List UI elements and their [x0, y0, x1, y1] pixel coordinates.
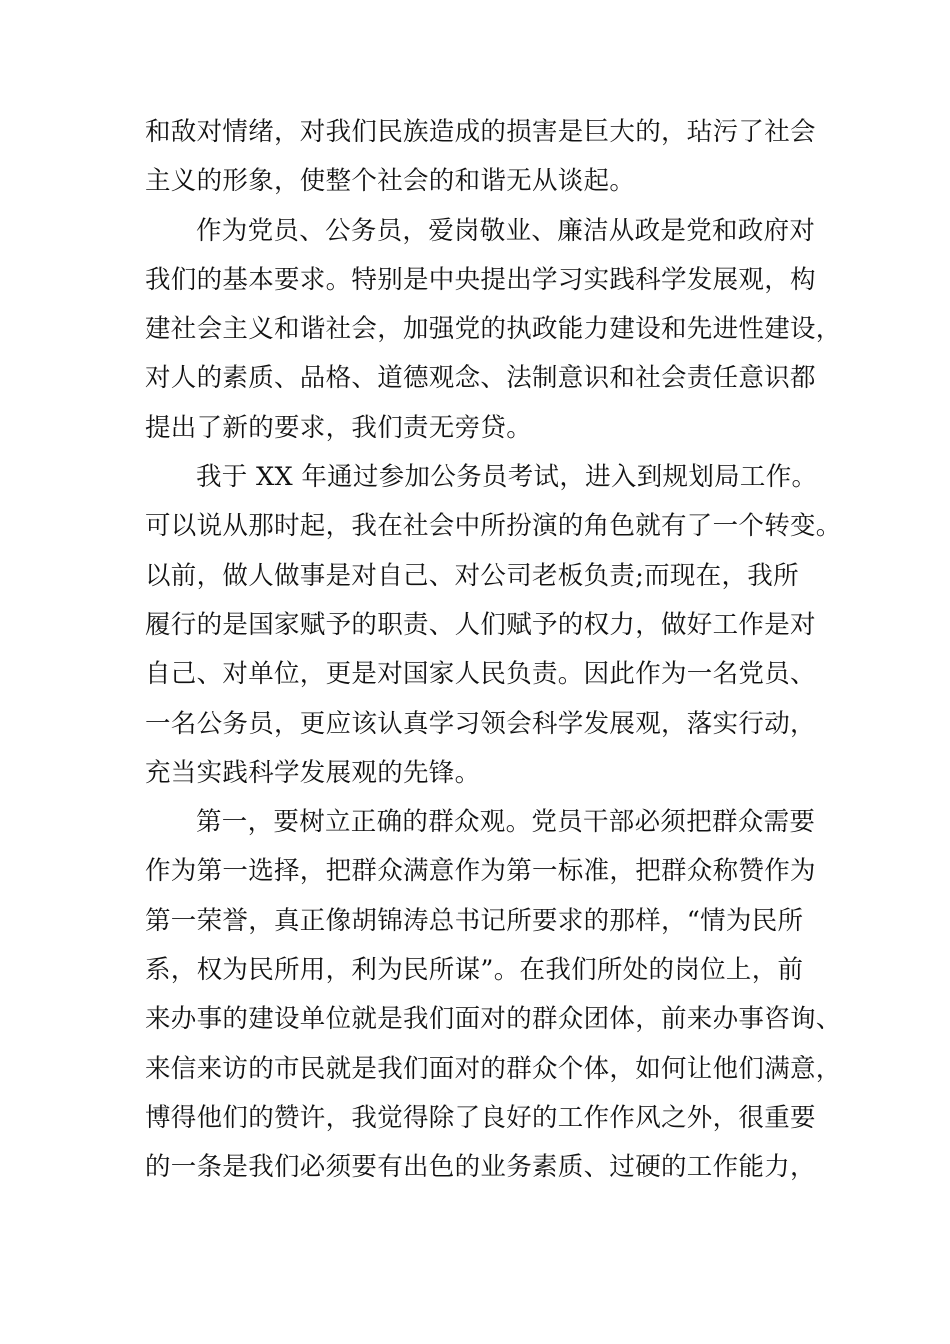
text-line: 作为党员、公务员，爱岗敬业、廉洁从政是党和政府对	[196, 215, 816, 246]
text-line: 第一，要树立正确的群众观。党员干部必须把群众需要	[196, 807, 816, 838]
text-line: 以前，做人做事是对自己、对公司老板负责;而现在，我所	[145, 560, 799, 591]
text-line: 的一条是我们必须要有出色的业务素质、过硬的工作能力，	[145, 1152, 816, 1183]
text-line: 充当实践科学发展观的先锋。	[145, 757, 481, 788]
text-line: 我们的基本要求。特别是中央提出学习实践科学发展观，构	[145, 264, 816, 295]
text-line: 我于 XX 年通过参加公务员考试，进入到规划局工作。	[196, 462, 818, 493]
text-line: 建社会主义和谐社会，加强党的执政能力建设和先进性建设，	[145, 314, 842, 345]
text-line: 系，权为民所用，利为民所谋”。在我们所处的岗位上，前	[145, 955, 804, 986]
paragraph	[145, 453, 842, 798]
text-line: 履行的是国家赋予的职责、人们赋予的权力，做好工作是对	[145, 609, 816, 640]
text-line: 可以说从那时起，我在社会中所扮演的角色就有了一个转变。	[145, 511, 842, 542]
paragraph	[145, 798, 842, 1192]
paragraph	[145, 207, 842, 453]
document-body	[145, 108, 842, 1193]
text-line: 主义的形象，使整个社会的和谐无从谈起。	[145, 166, 636, 197]
text-line: 自己、对单位，更是对国家人民负责。因此作为一名党员、	[145, 659, 816, 690]
text-line: 来办事的建设单位就是我们面对的群众团体，前来办事咨询、	[145, 1004, 842, 1035]
text-line: 第一荣誉，真正像胡锦涛总书记所要求的那样，“情为民所	[145, 905, 804, 936]
paragraph	[145, 108, 825, 207]
text-line: 一名公务员，更应该认真学习领会科学发展观，落实行动，	[145, 708, 816, 739]
text-line: 来信来访的市民就是我们面对的群众个体，如何让他们满意，	[145, 1053, 842, 1084]
text-line: 提出了新的要求，我们责无旁贷。	[145, 412, 533, 443]
text-line: 对人的素质、品格、道德观念、法制意识和社会责任意识都	[145, 363, 816, 394]
text-line: 作为第一选择，把群众满意作为第一标准，把群众称赞作为	[145, 856, 816, 887]
text-line: 博得他们的赞许，我觉得除了良好的工作作风之外，很重要	[145, 1102, 816, 1133]
text-line: 和敌对情绪，对我们民族造成的损害是巨大的，玷污了社会	[145, 117, 816, 147]
